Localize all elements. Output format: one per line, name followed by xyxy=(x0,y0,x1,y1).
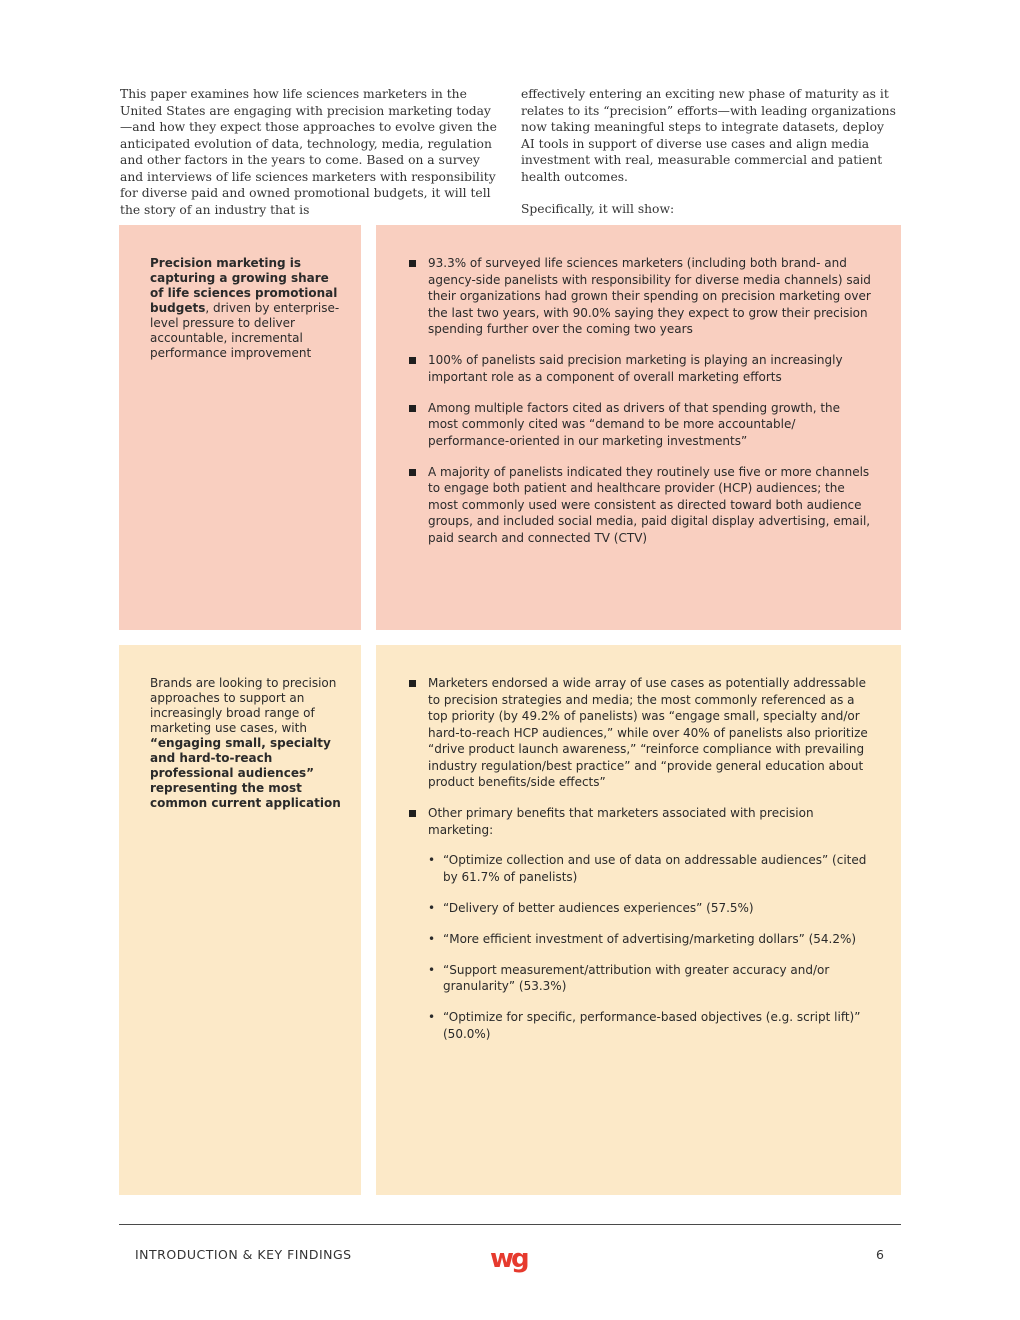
sub-bullet-item: • “More efficient investment of advertising/marketing dollars” (54.2%) xyxy=(428,931,871,948)
sub-bullet-item: • “Optimize collection and use of data on addressable audiences” (cited by 61.7% of panelists) xyxy=(428,852,871,885)
bullet-item: Marketers endorsed a wide array of use cases as potentially addressable to precision strategies and media; the most commonly referenced as a top priority (by 49.2% of panelists) was “engage small, specialty and/or hard-to-reach HCP audiences,” while over 40% of panelists also prioritize “drive product launch awareness,” “reinforce compliance with prevailing industry regulation/best practice” and “provide general education about product benefits/side effects” xyxy=(408,675,871,791)
finding-1-headline: Precision marketing is capturing a growing share of life sciences promotional budgets xyxy=(150,256,338,315)
bullet-item: 93.3% of surveyed life sciences marketers (including both brand- and agency-side panelists with responsibility for diverse media channels) said their organizations had grown their spending on precision marketing over the last two years, with 90.0% saying they expect to grow their precision spending further over the coming two years xyxy=(408,255,871,338)
intro-paragraph: This paper examines how life sciences marketers in the United States are engaging with precision marketing today—and how they expect those approaches to evolve given the anticipated evolution of data, technology, media, regulation and other factors in the years to come. Based on a survey and interviews of life sciences marketers with responsibility for diverse paid and owned promotional budgets, it will tell the story of an industry that is xyxy=(120,87,497,217)
finding-2-details xyxy=(376,645,901,1195)
footer-section-title: INTRODUCTION & KEY FINDINGS xyxy=(135,1247,352,1262)
finding-2-summary-text: Brands are looking to precision approaches to support an increasingly broad range of marketing use cases, with xyxy=(150,676,337,735)
sub-bullet-item: • “Support measurement/attribution with greater accuracy and/or granularity” (53.3%) xyxy=(428,962,871,995)
wg-logo-icon: wg xyxy=(490,1244,527,1274)
bullet-item: Among multiple factors cited as drivers of that spending growth, the most commonly cited was “demand to be more accountable/ performance-oriented in our marketing investments” xyxy=(408,400,871,450)
bullet-item-text: Other primary benefits that marketers associated with precision marketing: xyxy=(428,806,814,837)
bullet-item: A majority of panelists indicated they routinely use five or more channels to engage both patient and healthcare provider (HCP) audiences; the most commonly used were consistent as directed toward both audience groups, and included social media, paid digital display advertising, email, paid search and connected TV (CTV) xyxy=(408,464,871,547)
intro-column-left xyxy=(120,86,499,234)
finding-2-summary xyxy=(119,645,361,1195)
sub-bullet-item: • “Delivery of better audiences experiences” (57.5%) xyxy=(428,900,871,917)
intro-paragraph-continued: effectively entering an exciting new phase of maturity as it relates to its “precision” efforts—with leading organizations now taking meaningful steps to integrate datasets, deploy AI tools in support of diverse use cases and align media investment with real, measurable commercial and patient health outcomes. xyxy=(521,87,896,184)
finding-1-details xyxy=(376,225,901,630)
finding-section-2 xyxy=(119,645,901,1195)
finding-2-bullet-list xyxy=(408,675,871,1042)
finding-1-summary-text: , driven by enterprise-level pressure to deliver accountable, incremental performance improvement xyxy=(150,301,340,360)
finding-section-1 xyxy=(119,225,901,630)
intro-lead-in: Specifically, it will show: xyxy=(521,202,675,216)
intro-column-right xyxy=(521,86,900,234)
sub-bullet-item: • “Optimize for specific, performance-based objectives (e.g. script lift)” (50.0%) xyxy=(428,1009,871,1042)
finding-1-bullet-list xyxy=(408,255,871,546)
intro-text xyxy=(120,86,900,234)
bullet-item: 100% of panelists said precision marketing is playing an increasingly important role as a component of overall marketing efforts xyxy=(408,352,871,385)
finding-1-summary xyxy=(119,225,361,630)
finding-2-headline: “engaging small, specialty and hard-to-reach professional audiences” representing the most common current application xyxy=(150,736,341,810)
page-number: 6 xyxy=(876,1247,884,1262)
footer-divider xyxy=(119,1224,901,1225)
bullet-item xyxy=(408,805,871,1042)
benefit-sub-list xyxy=(428,852,871,1042)
